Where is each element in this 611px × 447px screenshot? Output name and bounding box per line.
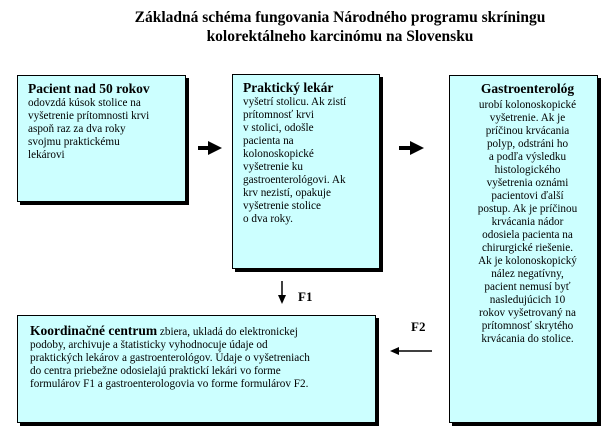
arrow-gastro-to-coord [390, 347, 432, 355]
gp-text-line: vyšetrenie stolice [243, 200, 321, 212]
diagram-title [60, 8, 611, 46]
patient-heading: Pacient nad 50 rokov [28, 81, 150, 96]
patient-text-line: vyšetrenie prítomnosti krvi [28, 110, 150, 122]
coord-text-line: do centra priebežne odosielajú praktickí lekári vo forme [30, 365, 281, 377]
gastroenterologist-box [449, 75, 598, 423]
gastro-text-line: pacient nemusí byť [484, 281, 571, 293]
general-practitioner-box [232, 74, 380, 269]
gp-text-line: v stolici, odošle [243, 122, 314, 134]
gp-text-line: vyšetrenie ku [243, 161, 303, 173]
gp-text-line: kolonoskopické [243, 148, 314, 160]
arrow-gp-to-coord [278, 281, 286, 304]
gp-text-line: krv nezistí, opakuje [243, 187, 331, 199]
arrow-gp-to-gastro [399, 141, 424, 155]
gastro-text-line: Ak je kolonoskopický [478, 255, 577, 267]
gastro-text-line: vyšetrenie. Ak je [489, 112, 566, 124]
patient-box [17, 75, 186, 202]
gp-text-line: pacienta na [243, 135, 294, 147]
arrow-patient-to-gp [198, 141, 222, 155]
patient-text-line: lekárovi [28, 149, 65, 161]
gastro-text-line: krvácania do stolice. [481, 333, 574, 345]
form-f2-label: F2 [411, 319, 426, 334]
gastro-text-line: prítomnosť skrytého [481, 320, 574, 332]
title-line-2: kolorektálneho karcinómu na Slovensku [206, 28, 474, 45]
coord-first-line-rest: zbiera, ukladá do elektronickej [157, 326, 298, 338]
gastro-text-line: pacientovi ďalší [491, 190, 564, 202]
gastro-text-line: príčinou krvácania [485, 125, 570, 137]
coord-first-line [30, 324, 375, 339]
gastro-text-line: nález negatívny, [491, 268, 564, 280]
gastro-text-line: odosiela pacienta na [482, 229, 573, 241]
coord-text-line: praktických lekárov a gastroenterológov. Údaje o vyšetreniach [30, 352, 310, 364]
gastro-text-line: chirurgické riešenie. [481, 242, 574, 254]
coordination-center-box [17, 315, 376, 423]
coord-text-line: formulárov F1 a gastroenterologovia vo forme formulárov F2. [30, 378, 309, 390]
form-f1-label: F1 [298, 289, 313, 304]
gastro-text-line: histologického [494, 164, 561, 176]
patient-text-line: aspoň raz za dva roky [28, 123, 126, 135]
patient-text-line: svojmu praktickému [28, 136, 120, 148]
gp-heading: Praktický lekár [243, 80, 334, 95]
gastro-text-line: nasledujúcich 10 [489, 294, 566, 306]
title-line-1: Základná schéma fungovania Národného programu skríningu [134, 9, 546, 26]
gastro-text-line: postup. Ak je príčinou [477, 203, 578, 215]
gastro-text-line: urobí kolonoskopické [478, 99, 577, 111]
gastro-text-line: a podľa výsledku [488, 151, 567, 163]
gp-text-line: o dva roky. [243, 213, 293, 225]
gastro-text-line: krvácania nádor [491, 216, 564, 228]
coord-text-line: podoby, archivuje a štatisticky vyhodnocuje údaje od [30, 339, 268, 351]
gastro-text-line: polyp, odstráni ho [486, 138, 569, 150]
gastro-text-line: rokov vyšetrovaný na [479, 307, 576, 319]
coord-heading: Koordinačné centrum [30, 323, 158, 338]
gp-text-line: prítomnosť krvi [243, 109, 314, 121]
patient-text-line: odovzdá kúsok stolice na [28, 97, 141, 109]
gp-text-line: vyšetrí stolicu. Ak zistí [243, 96, 347, 108]
gastro-heading: Gastroenterológ [480, 81, 575, 96]
gastro-text-line: vyšetrenia oznámi [486, 177, 569, 189]
gp-text-line: gastroenterológovi. Ak [243, 174, 346, 186]
